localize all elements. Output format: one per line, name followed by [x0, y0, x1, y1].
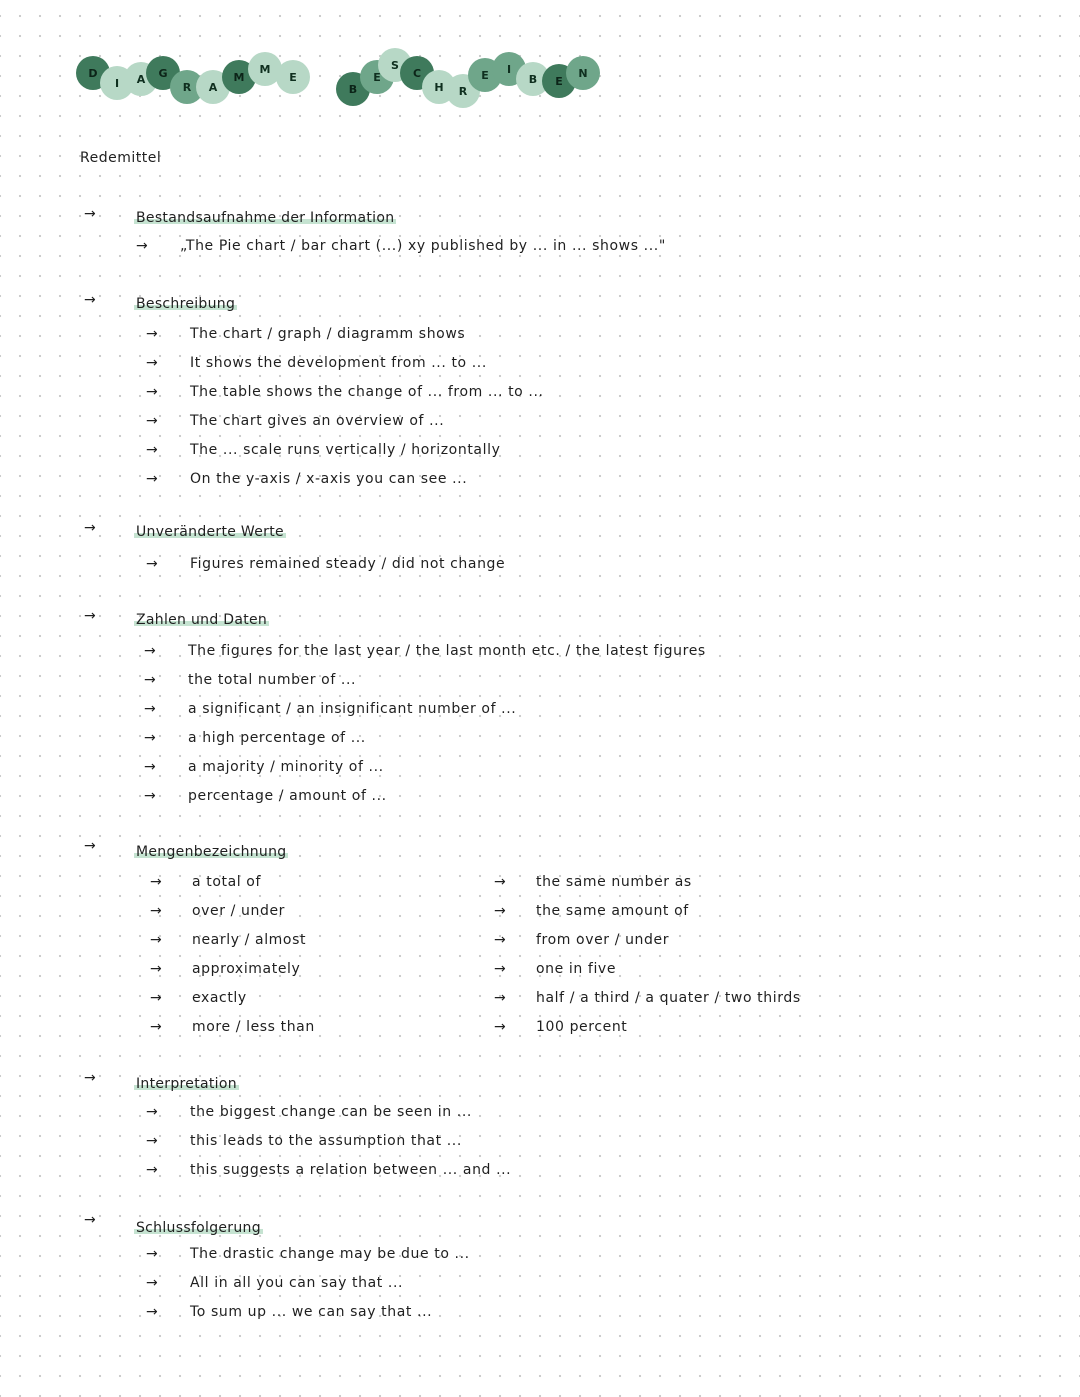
item-text: the same amount of	[536, 903, 689, 919]
arrow-icon: →	[144, 730, 157, 746]
item-text: To sum up ... we can say that ...	[190, 1304, 433, 1320]
item-text: The chart gives an overview of ...	[190, 413, 445, 429]
item-text: more / less than	[192, 1019, 315, 1035]
arrow-icon: →	[146, 1162, 159, 1178]
arrow-icon: →	[494, 990, 507, 1006]
arrow-icon: →	[146, 1104, 159, 1120]
list-item	[150, 961, 301, 977]
title-letter: M	[222, 60, 256, 94]
arrow-icon: →	[146, 413, 159, 429]
arrow-icon: →	[146, 1246, 159, 1262]
arrow-icon: →	[146, 556, 159, 572]
item-text: percentage / amount of ...	[188, 788, 387, 804]
arrow-icon: →	[150, 932, 163, 948]
title-letter: R	[446, 74, 480, 108]
list-item	[136, 238, 666, 254]
section-title: Schlussfolgerung	[136, 1220, 261, 1236]
list-item	[146, 1162, 512, 1178]
arrow-icon: →	[84, 292, 96, 308]
item-text: over / under	[192, 903, 286, 919]
arrow-icon: →	[150, 1019, 163, 1035]
item-text: the total number of ...	[188, 672, 357, 688]
arrow-icon: →	[146, 442, 159, 458]
arrow-icon: →	[144, 672, 157, 688]
list-item	[146, 1275, 404, 1291]
section-title: Bestandsaufnahme der Information	[136, 210, 395, 226]
list-item	[494, 1019, 628, 1035]
arrow-icon: →	[84, 608, 96, 624]
list-item	[144, 730, 366, 746]
list-item	[150, 990, 247, 1006]
arrow-icon: →	[144, 759, 157, 775]
title-letter: N	[566, 56, 600, 90]
item-text: The table shows the change of ... from ... to ...	[190, 384, 544, 400]
item-text: half / a third / a quater / two thirds	[536, 990, 801, 1006]
list-item	[150, 903, 286, 919]
title-letter: D	[76, 56, 110, 90]
list-item	[494, 874, 692, 890]
item-text: approximately	[192, 961, 301, 977]
arrow-icon: →	[150, 990, 163, 1006]
arrow-icon: →	[494, 961, 507, 977]
item-text: from over / under	[536, 932, 670, 948]
list-item	[146, 1304, 433, 1320]
list-item	[494, 990, 801, 1006]
title-letter: G	[146, 56, 180, 90]
list-item	[146, 556, 506, 572]
arrow-icon: →	[84, 520, 96, 536]
arrow-icon: →	[144, 788, 157, 804]
title-letter: E	[468, 58, 502, 92]
section-heading-redemittel: Redemittel	[80, 150, 162, 166]
item-text: Figures remained steady / did not change	[190, 556, 506, 572]
item-text: „The Pie chart / bar chart (...) xy published by ... in ... shows ..."	[180, 238, 666, 254]
list-item	[494, 932, 670, 948]
arrow-icon: →	[494, 1019, 507, 1035]
title-letter: A	[124, 62, 158, 96]
title-letter: R	[170, 70, 204, 104]
list-item	[146, 471, 468, 487]
list-item	[150, 932, 307, 948]
arrow-icon: →	[494, 874, 507, 890]
item-text: The figures for the last year / the last month etc. / the latest figures	[188, 643, 706, 659]
list-item	[144, 672, 357, 688]
list-item	[146, 413, 445, 429]
list-item	[150, 1019, 315, 1035]
arrow-icon: →	[84, 206, 96, 222]
arrow-icon: →	[146, 355, 159, 371]
item-text: a majority / minority of ...	[188, 759, 384, 775]
list-item	[146, 384, 544, 400]
list-item	[146, 1104, 472, 1120]
arrow-icon: →	[494, 932, 507, 948]
item-text: exactly	[192, 990, 247, 1006]
item-text: nearly / almost	[192, 932, 307, 948]
arrow-icon: →	[136, 238, 149, 254]
title-letter: E	[542, 64, 576, 98]
item-text: The chart / graph / diagramm shows	[190, 326, 466, 342]
list-item	[144, 701, 517, 717]
title-letter: E	[276, 60, 310, 94]
arrow-icon: →	[146, 384, 159, 400]
arrow-icon: →	[494, 903, 507, 919]
arrow-icon: →	[146, 1304, 159, 1320]
arrow-icon: →	[150, 874, 163, 890]
title-letter: I	[100, 66, 134, 100]
item-text: this suggests a relation between ... and ...	[190, 1162, 512, 1178]
item-text: 100 percent	[536, 1019, 628, 1035]
item-text: a high percentage of ...	[188, 730, 366, 746]
item-text: a significant / an insignificant number of ...	[188, 701, 517, 717]
list-item	[146, 1246, 470, 1262]
section-title: Zahlen und Daten	[136, 612, 268, 628]
item-text: The ... scale runs vertically / horizontally	[190, 442, 501, 458]
arrow-icon: →	[146, 1275, 159, 1291]
page-title	[70, 44, 630, 110]
title-letter: C	[400, 56, 434, 90]
list-item	[144, 643, 706, 659]
section-title: Unveränderte Werte	[136, 524, 284, 540]
title-letter: B	[516, 62, 550, 96]
title-letter: E	[360, 60, 394, 94]
arrow-icon: →	[150, 903, 163, 919]
item-text: one in five	[536, 961, 617, 977]
arrow-icon: →	[144, 701, 157, 717]
section-title: Interpretation	[136, 1076, 237, 1092]
item-text: the same number as	[536, 874, 692, 890]
item-text: a total of	[192, 874, 261, 890]
list-item	[150, 874, 261, 890]
arrow-icon: →	[146, 326, 159, 342]
item-text: this leads to the assumption that ...	[190, 1133, 462, 1149]
arrow-icon: →	[84, 838, 96, 854]
list-item	[146, 355, 487, 371]
title-letter: A	[196, 70, 230, 104]
title-letter: H	[422, 70, 456, 104]
list-item	[494, 903, 689, 919]
item-text: The drastic change may be due to ...	[190, 1246, 470, 1262]
list-item	[144, 759, 384, 775]
arrow-icon: →	[84, 1212, 96, 1228]
arrow-icon: →	[144, 643, 157, 659]
title-letter: M	[248, 52, 282, 86]
item-text: the biggest change can be seen in ...	[190, 1104, 472, 1120]
title-letter: S	[378, 48, 412, 82]
list-item	[494, 961, 617, 977]
list-item	[146, 326, 466, 342]
list-item	[144, 788, 387, 804]
title-letter: B	[336, 72, 370, 106]
item-text: It shows the development from ... to ...	[190, 355, 487, 371]
list-item	[146, 1133, 462, 1149]
item-text: All in all you can say that ...	[190, 1275, 404, 1291]
arrow-icon: →	[150, 961, 163, 977]
section-title: Mengenbezeichnung	[136, 844, 287, 860]
arrow-icon: →	[146, 471, 159, 487]
arrow-icon: →	[84, 1070, 96, 1086]
list-item	[146, 442, 501, 458]
item-text: On the y-axis / x-axis you can see ...	[190, 471, 468, 487]
section-title: Beschreibung	[136, 296, 236, 312]
arrow-icon: →	[146, 1133, 159, 1149]
title-letter: I	[492, 52, 526, 86]
